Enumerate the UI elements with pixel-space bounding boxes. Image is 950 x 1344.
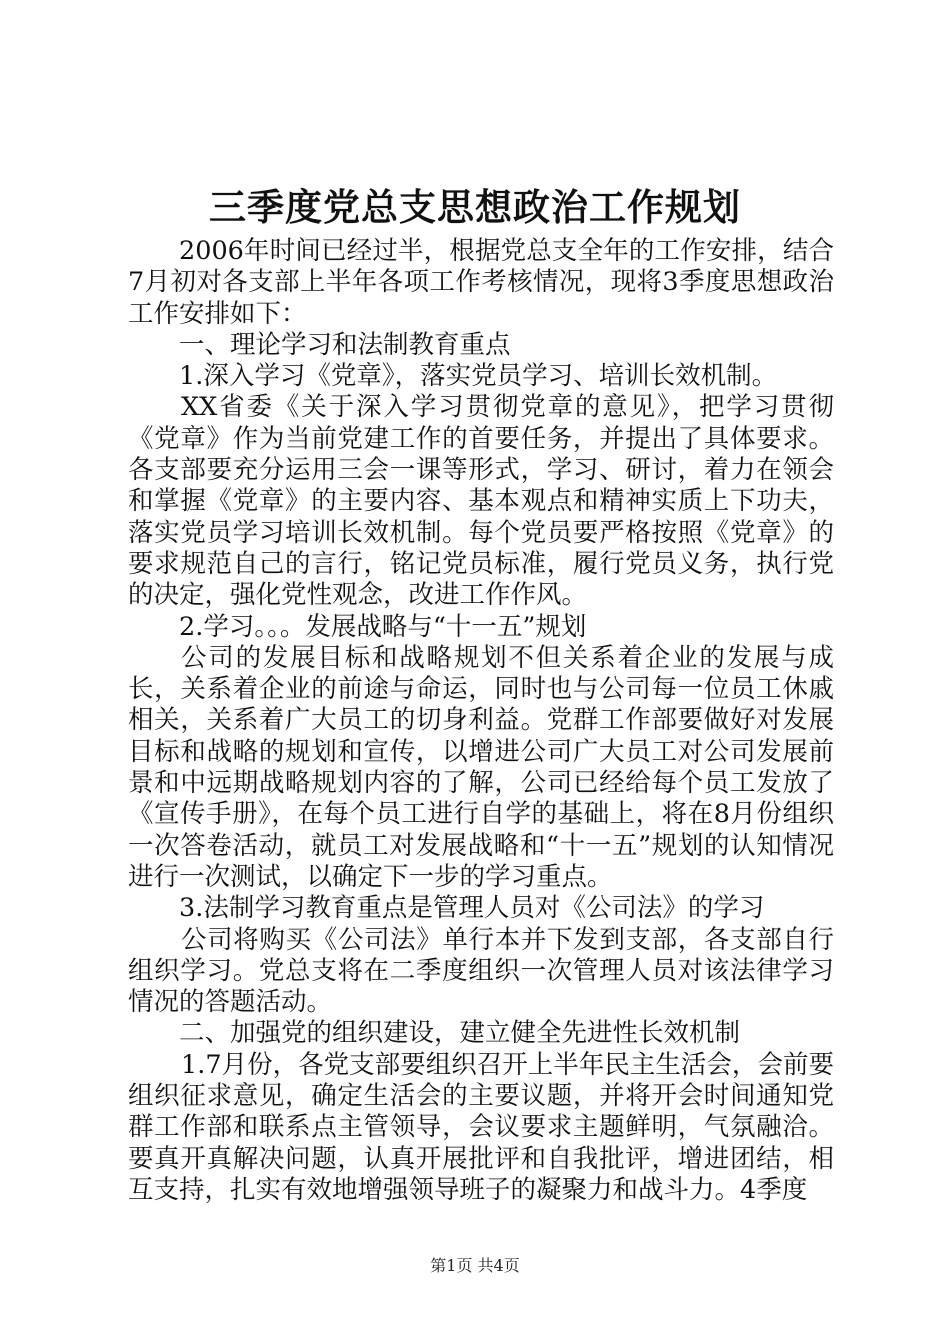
paragraph-1-3: 公司将购买《公司法》单行本并下发到支部，各支部自行组织学习。党总支将在二季度组织一次管理人员对该法律学习情况的答题活动。 — [128, 924, 834, 1018]
page-footer: 第1页 共4页 — [430, 1256, 520, 1275]
subheading-1-2: 2.学习。。。发展战略与“十一五”规划 — [179, 611, 587, 642]
paragraph-2-1: 1.7月份，各党支部要组织召开上半年民主生活会，会前要组织征求意见，确定生活会的主要议题，并将开会时间通知党群工作部和联系点主管领导，会议要求主题鲜明，气氛融洽。要真开真解决问题，认真开展批评和自我批评，增进团结，相互支持，扎实有效地增强领导班子的凝聚力和战斗力。4季度 — [128, 1049, 834, 1205]
subheading-1-1: 1.深入学习《党章》，落实党员学习、培训长效机制。 — [179, 361, 778, 392]
section-heading-2: 二、加强党的组织建设，建立健全先进性长效机制 — [179, 1018, 741, 1049]
section-heading-1: 一、理论学习和法制教育重点 — [179, 329, 511, 360]
paragraph-1-1: XX省委《关于深入学习贯彻党章的意见》，把学习贯彻《党章》作为当前党建工作的首要任务，并提出了具体要求。各支部要充分运用三会一课等形式，学习、研讨，着力在领会和掌握《党章》的主要内容、基本观点和精神实质上下功夫，落实党员学习培训长效机制。每个党员要严格按照《党章》的要求规范自己的言行，铭记党员标准，履行党员义务，执行党的决定，强化党性观念，改进工作作风。 — [128, 392, 834, 611]
paragraph-1-2: 公司的发展目标和战略规划不但关系着企业的发展与成长，关系着企业的前途与命运，同时也与公司每一位员工休戚相关，关系着广大员工的切身利益。党群工作部要做好对发展目标和战略的规划和宣传，以增进公司广大员工对公司发展前景和中远期战略规划内容的了解，公司已经给每个员工发放了《宣传手册》，在每个员工进行自学的基础上，将在8月份组织一次答卷活动，就员工对发展战略和“十一五”规划的认知情况进行一次测试，以确定下一步的学习重点。 — [128, 642, 834, 892]
document-body — [128, 236, 834, 1206]
subheading-1-3: 3.法制学习教育重点是管理人员对《公司法》的学习 — [179, 893, 765, 924]
document-title: 三季度党总支思想政治工作规划 — [209, 185, 741, 229]
paragraph-intro: 2006年时间已经过半，根据党总支全年的工作安排，结合7月初对各支部上半年各项工作考核情况，现将3季度思想政治工作安排如下： — [128, 236, 834, 329]
